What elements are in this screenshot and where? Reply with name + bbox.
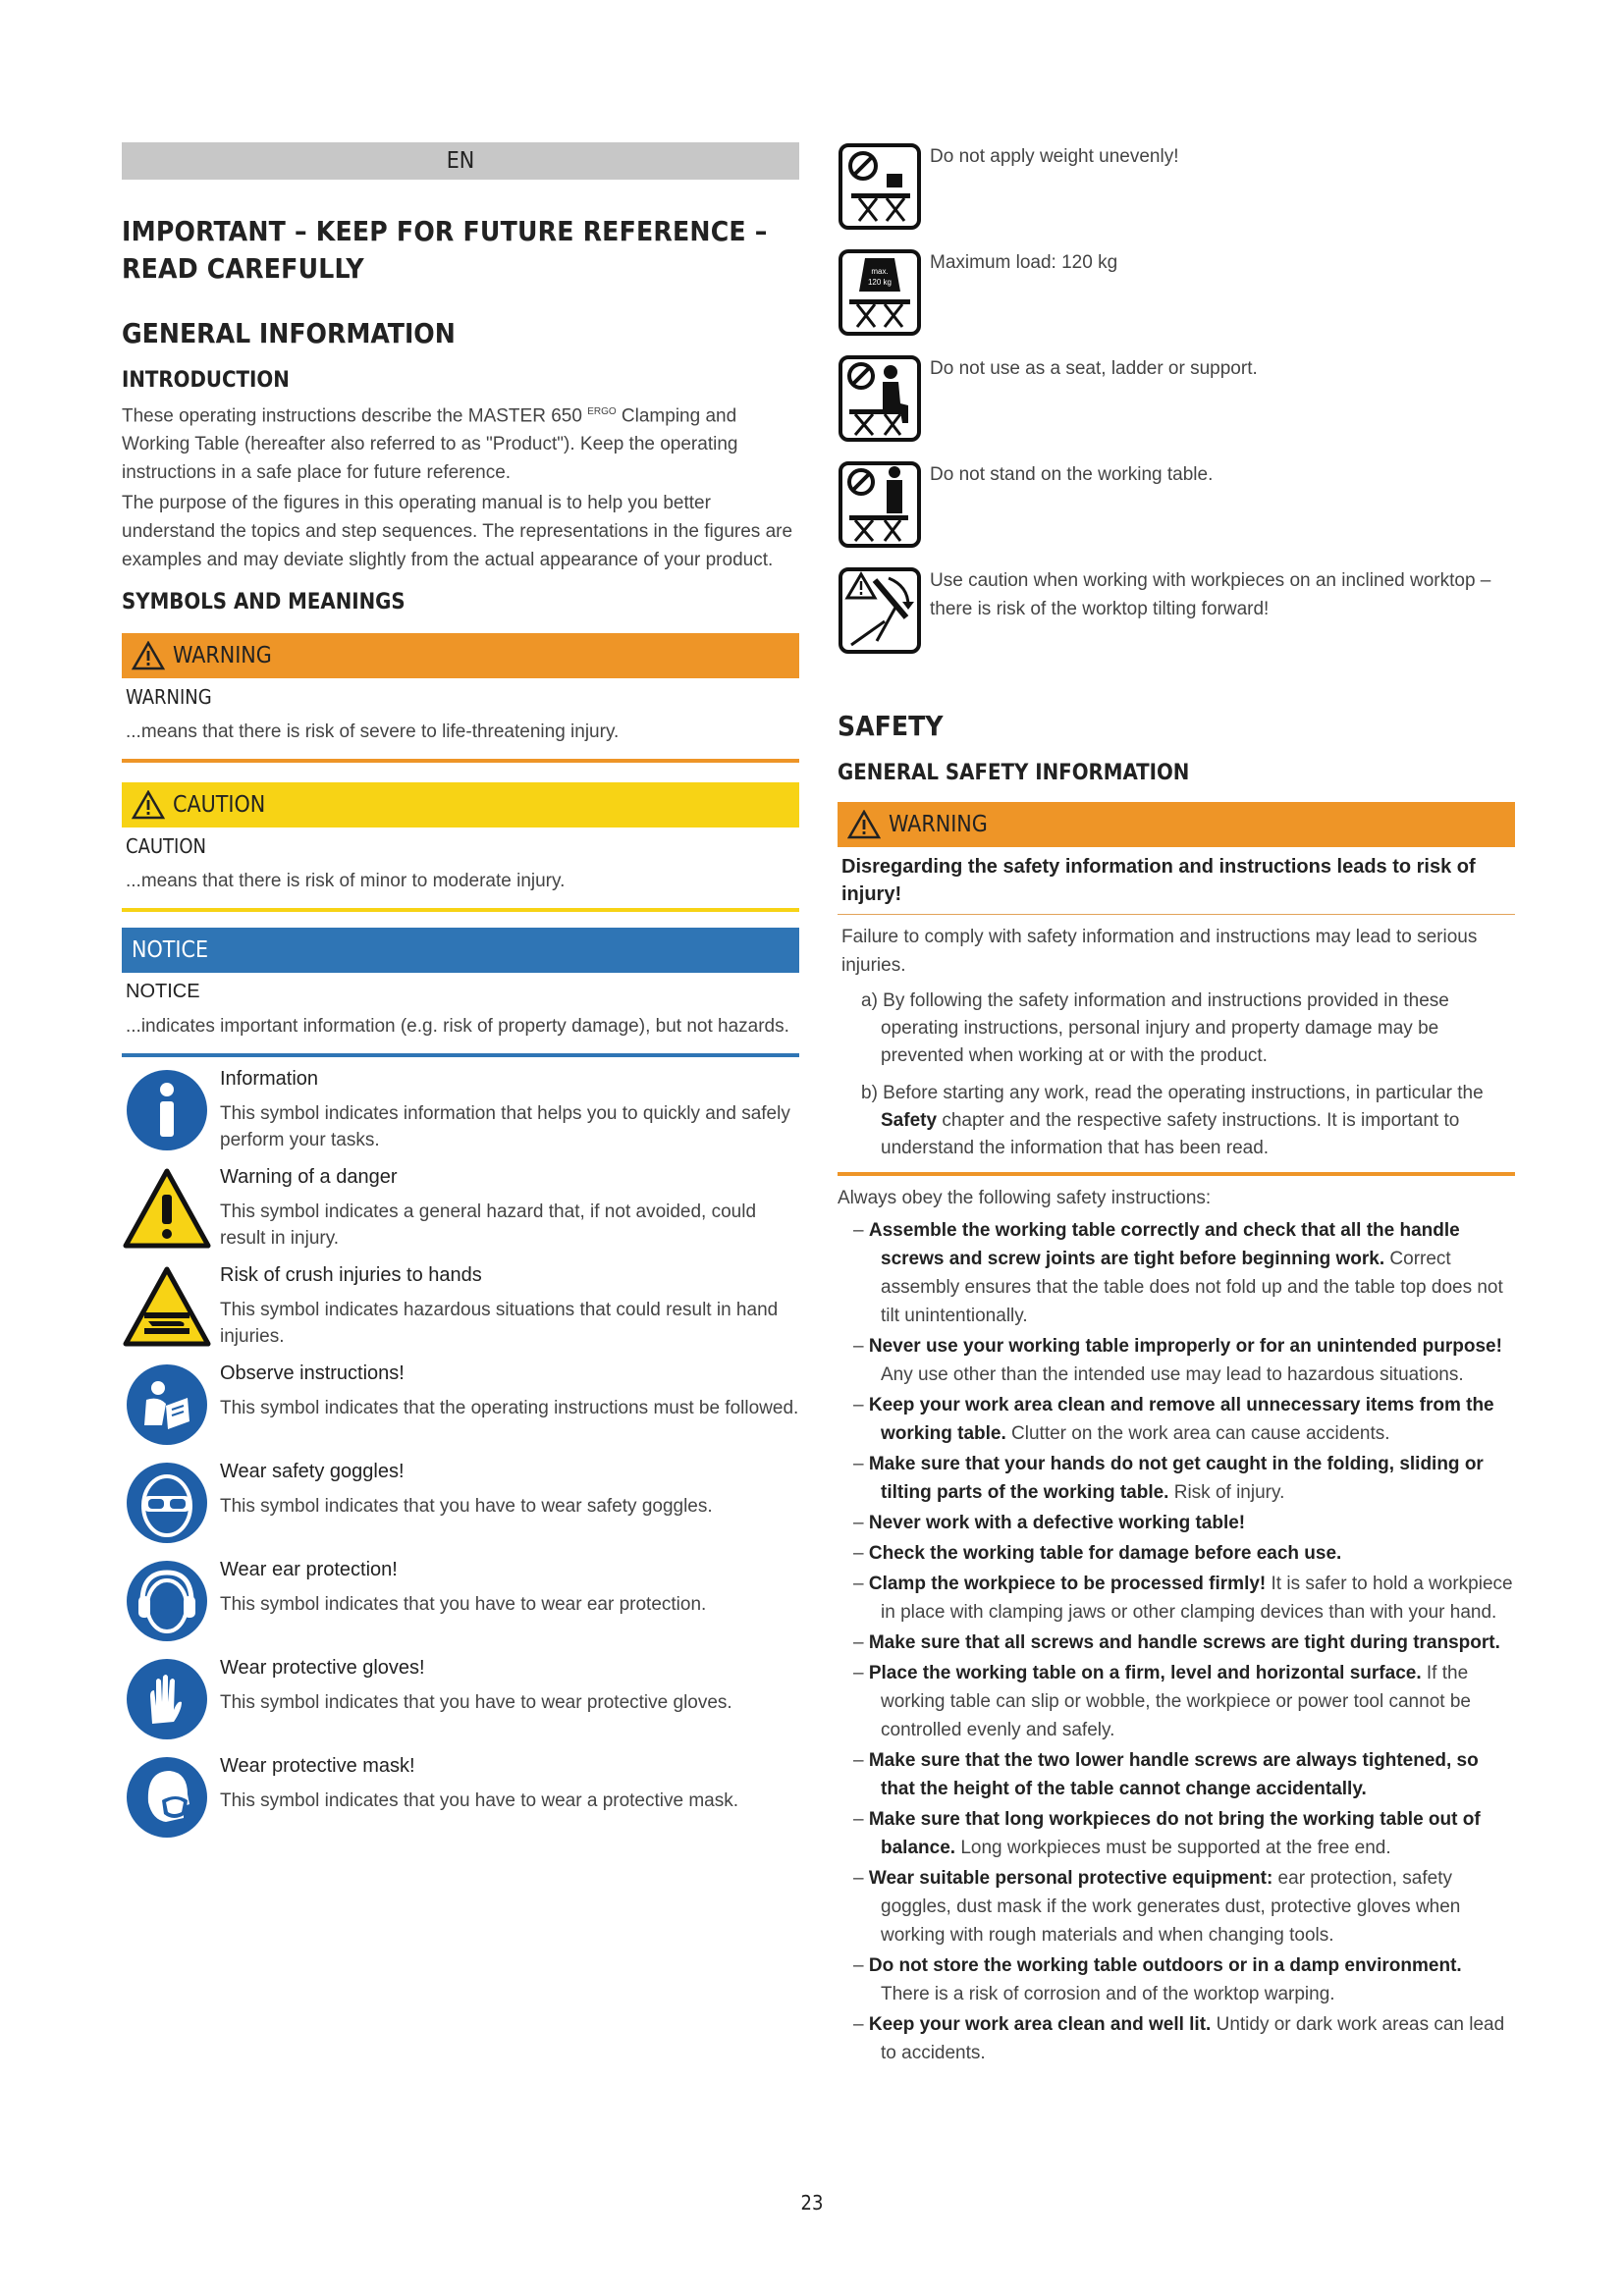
symbol-description: This symbol indicates that you have to wear a protective mask. bbox=[220, 1790, 739, 1812]
symbol-title: Wear safety goggles! bbox=[220, 1461, 405, 1483]
always-obey-text: Always obey the following safety instructions: bbox=[838, 1188, 1212, 1208]
safety-warning-title: Disregarding the safety information and instructions leads to risk of injury! bbox=[841, 856, 1476, 905]
list-item bbox=[838, 1080, 1515, 1162]
max-load-icon bbox=[838, 248, 926, 339]
general-danger-icon bbox=[122, 1163, 212, 1254]
symbol-description: This symbol indicates a general hazard that, if not avoided, could result in injury. bbox=[220, 1201, 757, 1250]
symbol-description: This symbol indicates information that helps you to quickly and safely perform your tasks. bbox=[220, 1103, 790, 1151]
symbol-title: Wear ear protection! bbox=[220, 1559, 398, 1581]
protective-gloves-icon bbox=[122, 1654, 212, 1744]
list-item: – Assemble the working table correctly and check that all the handle screws and screw joints are tight before beginning work. Correct assembly ensures that the table does not fold up and the table top does not tilt unintentionally. bbox=[853, 1220, 1503, 1326]
list-item: – Place the working table on a firm, level and horizontal surface. If the working table can slip or wobble, the workpiece or power tool cannot be controlled evenly and safely. bbox=[853, 1663, 1471, 1740]
list-item: – Do not store the working table outdoors or in a damp environment. There is a risk of corrosion and of the worktop warping. bbox=[853, 1955, 1462, 2004]
warning-triangle-icon bbox=[847, 810, 881, 839]
symbol-description: This symbol indicates that you have to wear safety goggles. bbox=[220, 1496, 713, 1518]
svg-text:120 kg: 120 kg bbox=[867, 278, 893, 287]
general-information-heading: GENERAL INFORMATION bbox=[122, 317, 456, 349]
symbol-item bbox=[122, 1360, 799, 1450]
symbol-item bbox=[122, 1654, 799, 1744]
warning-rule bbox=[122, 759, 799, 763]
symbol-description: This symbol indicates that you have to wear protective gloves. bbox=[220, 1692, 732, 1714]
symbol-description: This symbol indicates that you have to wear ear protection. bbox=[220, 1594, 707, 1616]
symbols-heading: SYMBOLS AND MEANINGS bbox=[122, 590, 406, 615]
item-b-text-1: b) Before starting any work, read the operating instructions, in particular the bbox=[861, 1083, 1484, 1103]
warning-bar bbox=[122, 633, 799, 678]
safety-rules-list bbox=[838, 1216, 1515, 2067]
safety-warning-divider bbox=[838, 914, 1515, 915]
hand-crush-icon bbox=[122, 1261, 212, 1352]
safety-warning-bar-label: WARNING bbox=[889, 812, 988, 837]
symbol-title: Risk of crush injuries to hands bbox=[220, 1264, 482, 1287]
intro-text-a: These operating instructions describe the MASTER 650 bbox=[122, 405, 582, 427]
pictogram-text: Maximum load: 120 kg bbox=[930, 252, 1118, 273]
pictogram-text: Do not stand on the working table. bbox=[930, 464, 1214, 485]
list-item: – Never work with a defective working table! bbox=[853, 1513, 1246, 1533]
list-item: – Make sure that your hands do not get caught in the folding, sliding or tilting parts of the working table. Risk of injury. bbox=[853, 1454, 1484, 1503]
notice-bar-label: NOTICE bbox=[132, 937, 209, 964]
symbol-item bbox=[122, 1752, 799, 1842]
symbol-title: Information bbox=[220, 1068, 319, 1091]
pictogram-text: Do not use as a seat, ladder or support. bbox=[930, 358, 1258, 379]
notice-description: ...indicates important information (e.g. risk of property damage), but not hazards. bbox=[126, 1016, 789, 1038]
symbol-item bbox=[122, 1261, 799, 1352]
introduction-heading: INTRODUCTION bbox=[122, 368, 290, 393]
protective-mask-icon bbox=[122, 1752, 212, 1842]
pictogram-text: Use caution when working with workpieces on an inclined worktop – there is risk of the worktop tilting forward! bbox=[930, 570, 1491, 619]
caution-rule bbox=[122, 908, 799, 912]
ergo-superscript: ERGO bbox=[587, 406, 617, 417]
information-icon bbox=[122, 1065, 212, 1155]
safety-warning-bar bbox=[838, 802, 1515, 847]
right-column bbox=[838, 142, 1515, 2069]
read-manual-icon bbox=[122, 1360, 212, 1450]
uneven-weight-icon bbox=[838, 142, 926, 233]
symbol-item bbox=[122, 1458, 799, 1548]
list-item: – Keep your work area clean and well lit. Untidy or dark work areas can lead to accidents. bbox=[853, 2014, 1505, 2063]
language-bar: EN bbox=[122, 142, 799, 180]
list-item: – Make sure that all screws and handle screws are tight during transport. bbox=[853, 1632, 1500, 1653]
list-item: – Keep your work area clean and remove all unnecessary items from the working table. Clutter on the work area can cause accidents. bbox=[853, 1395, 1494, 1444]
warning-bar-label: WARNING bbox=[173, 643, 272, 669]
caution-bar-label: CAUTION bbox=[173, 792, 266, 819]
symbol-title: Warning of a danger bbox=[220, 1166, 398, 1189]
list-item: – Make sure that long workpieces do not bring the working table out of balance. Long workpieces must be supported at the free end. bbox=[853, 1809, 1481, 1858]
list-item: – Make sure that the two lower handle screws are always tightened, so that the height of the table cannot change accidentally. bbox=[853, 1750, 1479, 1799]
general-safety-heading: GENERAL SAFETY INFORMATION bbox=[838, 761, 1190, 785]
safety-warning-rule bbox=[838, 1172, 1515, 1176]
page-title: IMPORTANT – KEEP FOR FUTURE REFERENCE – READ CAREFULLY bbox=[122, 215, 768, 285]
pictogram-text: Do not apply weight unevenly! bbox=[930, 146, 1179, 167]
symbol-title: Wear protective gloves! bbox=[220, 1657, 425, 1680]
symbol-item bbox=[122, 1556, 799, 1646]
warning-description: ...means that there is risk of severe to life-threatening injury. bbox=[126, 721, 620, 743]
safety-warning-list bbox=[838, 988, 1515, 1162]
item-b-text-2: chapter and the respective safety instructions. It is important to understand the information that has been read. bbox=[881, 1110, 1460, 1158]
tilt-caution-icon bbox=[838, 566, 926, 657]
symbol-title: Wear protective mask! bbox=[220, 1755, 415, 1778]
pictogram-list bbox=[838, 142, 1515, 657]
notice-rule bbox=[122, 1053, 799, 1057]
svg-text:max.: max. bbox=[871, 267, 889, 276]
symbol-description: This symbol indicates that the operating instructions must be followed. bbox=[220, 1398, 799, 1419]
pictogram-item bbox=[838, 460, 1515, 551]
pictogram-item bbox=[838, 566, 1515, 657]
warning-triangle-icon bbox=[132, 641, 165, 670]
item-b-bold: Safety bbox=[881, 1110, 938, 1131]
symbol-description: This symbol indicates hazardous situations that could result in hand injuries. bbox=[220, 1300, 779, 1348]
page-number: 23 bbox=[800, 2191, 824, 2215]
caution-triangle-icon bbox=[132, 790, 165, 820]
intro-paragraph-1 bbox=[122, 398, 799, 487]
safety-heading: SAFETY bbox=[838, 710, 944, 742]
list-item: – Never use your working table improperly or for an unintended purpose! Any use other than the intended use may lead to hazardous situations. bbox=[853, 1336, 1502, 1385]
pictogram-item bbox=[838, 142, 1515, 233]
list-item: – Wear suitable personal protective equipment: ear protection, safety goggles, dust mask if the work generates dust, protective gloves when working with rough materials and when changing tools. bbox=[853, 1868, 1461, 1946]
caution-label: CAUTION bbox=[126, 834, 206, 859]
caution-description: ...means that there is risk of minor to moderate injury. bbox=[126, 871, 566, 892]
ear-protection-icon bbox=[122, 1556, 212, 1646]
symbol-item bbox=[122, 1163, 799, 1254]
safety-goggles-icon bbox=[122, 1458, 212, 1548]
symbol-title: Observe instructions! bbox=[220, 1362, 405, 1385]
symbol-list bbox=[122, 1065, 799, 1842]
left-column bbox=[122, 142, 799, 1842]
list-item: – Check the working table for damage before each use. bbox=[853, 1543, 1342, 1564]
intro-text-b: Clamping and Working Table (hereafter also referred to as "Product"). Keep the operating instructions in a safe place for future reference. bbox=[122, 405, 738, 484]
list-item: – Clamp the workpiece to be processed firmly! It is safer to hold a workpiece in place with clamping jaws or other clamping devices than with your hand. bbox=[853, 1574, 1513, 1623]
pictogram-item bbox=[838, 248, 1515, 339]
no-standing-icon bbox=[838, 460, 926, 551]
notice-label: NOTICE bbox=[126, 981, 200, 1003]
intro-paragraph-2: The purpose of the figures in this operating manual is to help you better understand the topics and step sequences. The representations in the figures are examples and may deviate slightly from the actual appearance of your product. bbox=[122, 493, 793, 571]
symbol-item bbox=[122, 1065, 799, 1155]
caution-bar bbox=[122, 782, 799, 828]
safety-warning-text: Failure to comply with safety information and instructions may lead to serious injuries. bbox=[841, 927, 1478, 976]
notice-bar bbox=[122, 928, 799, 973]
pictogram-item bbox=[838, 354, 1515, 445]
no-seat-icon bbox=[838, 354, 926, 445]
list-item: a) By following the safety information and instructions provided in these operating instructions, personal injury and property damage may be prevented when working at or with the product. bbox=[861, 990, 1449, 1066]
warning-label: WARNING bbox=[126, 685, 212, 710]
